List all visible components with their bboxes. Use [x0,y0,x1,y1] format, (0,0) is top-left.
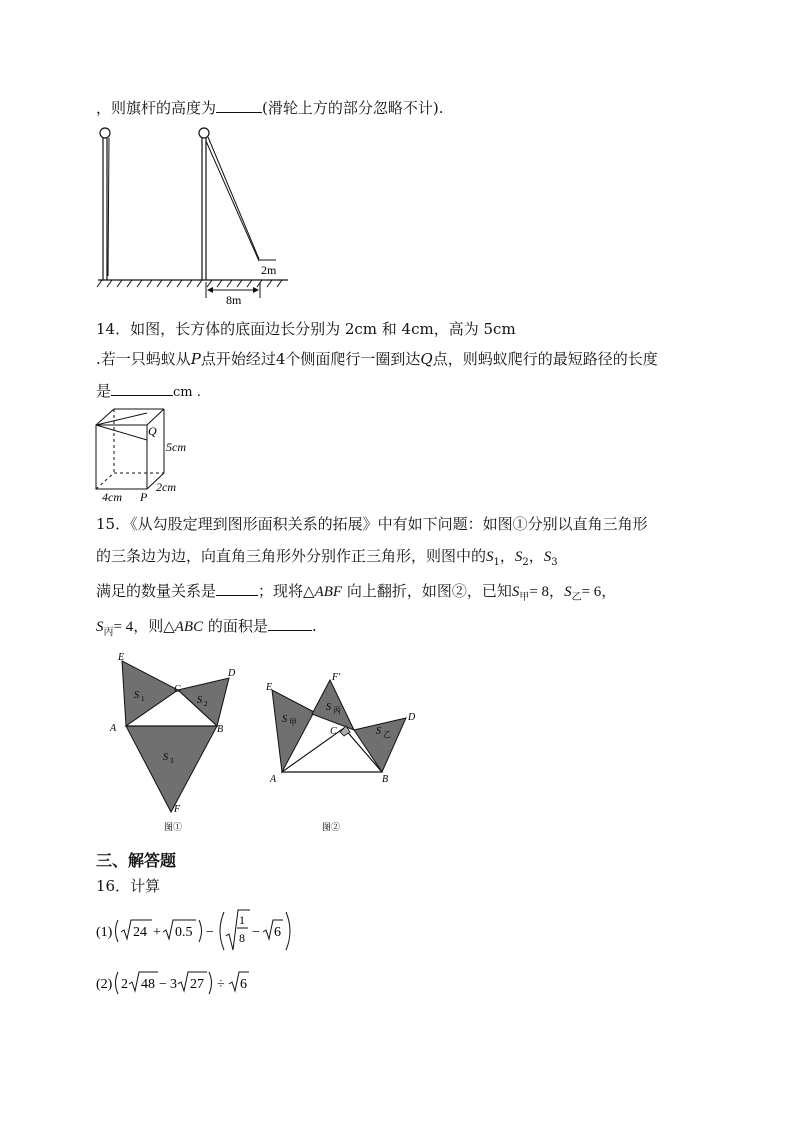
q16-p2-c3: 3 [170,977,177,992]
f1-caption: 图① [164,822,183,832]
q15-answer-blank-1[interactable] [216,581,258,596]
q15-abc: ABC [174,619,204,635]
q15-s-jia-sub: 甲 [519,592,530,603]
q16-part2 [96,966,266,1004]
q15-s-bing: S [96,619,104,635]
figure-15-1 [104,648,254,838]
q15-s-yi-sub: 乙 [571,592,582,603]
f2-label-f: F' [332,672,341,683]
q14-line2-part-c: 点，则蚂蚁爬行的最短路径的长度 [432,350,658,368]
q15-line3-mid2: 向上翻折，如图②，已知 [342,582,512,600]
rope-end-label: 2m [261,263,277,277]
distance-label: 8m [226,293,242,307]
q16-p2-c2: 2 [121,977,128,992]
q14-line2 [96,348,658,370]
cuboid-width-label: 4cm [102,490,122,504]
q14-point-q: Q [420,350,433,368]
q15-s-jia: S [511,584,520,600]
q16-title: 16．计算 [96,877,161,895]
q16-p1-label: (1) [96,925,113,940]
q13-line [96,97,444,119]
q16-p1-r24: 24 [133,925,147,940]
q14-point-p: P [190,350,201,368]
plus-sign: + [153,925,161,940]
q15-line4-suffix: 的面积是 [203,617,268,635]
q15-s-yi: S [564,584,572,600]
q15-line3-mid: ；现将△ [258,582,315,600]
q15-abf: ABF [314,584,343,600]
q14-line1: 14．如图，长方体的底面边长分别为 2cm 和 4cm，高为 5cm [96,320,516,338]
q15-eq6: = 6， [581,584,617,600]
q16-p2-r6: 6 [240,977,247,992]
q15-s-bing-sub: 丙 [103,627,114,638]
f2-label-a: A [270,774,277,785]
q14-line2-part-a: .若一只蚂蚁从 [96,350,191,368]
f1-s2-sub: 2 [204,700,208,708]
cuboid-depth-label: 2cm [156,480,176,494]
f1-s2: S [197,695,202,706]
q15-line4-mid: = 4，则△ [113,619,175,635]
f2-s-yi: S [376,726,381,737]
q16-p1-r6: 6 [274,925,281,940]
f1-label-d: D [228,668,236,679]
q14-unit: cm . [173,385,201,400]
f2-label-c: C [330,726,337,737]
q15-line3 [96,580,616,609]
q16-p2-r48: 48 [141,977,155,992]
fig15-1-diagram [104,648,254,834]
minus-sign: − [252,925,260,940]
f2-caption: 图② [322,822,341,832]
q15-line2-text: 的三条边为边，向直角三角形外分别作正三角形，则图中的 [96,547,487,565]
q15-s2: S [514,549,523,565]
figure-15-2 [262,668,422,838]
cuboid-label-q: Q [148,424,157,438]
cuboid-label-p: P [140,490,148,504]
f1-s3-sub: 3 [170,757,174,765]
f2-label-d: D [408,712,416,723]
q14-line3-prefix: 是 [96,382,112,400]
f2-label-b: B [382,774,389,785]
f2-s-yi-sub: 乙 [383,730,391,739]
q16-p2-r27: 27 [190,977,204,992]
q13-prefix: ，则旗杆的高度为 [96,99,217,117]
cuboid-height-label: 5cm [166,440,186,454]
q15-line4: $S_丙= 4$，则△ABC 的面积是 . [96,617,317,638]
q16-part2-formula [96,966,266,1000]
f2-s-jia-sub: 甲 [289,718,297,727]
f1-label-c: C [174,684,181,695]
q13-suffix: (滑轮上方的部分忽略不计). [262,99,444,117]
f2-label-e: E [266,682,273,693]
q16-p1-r05: 0.5 [175,925,193,940]
f1-s3: S [163,752,168,763]
f1-label-f: F [174,804,181,815]
q14-line3 [96,380,201,404]
f2-s-bing: S [326,702,331,713]
q15-line1: 15．《从勾股定理到图形面积关系的拓展》中有如下问题：如图①分别以直角三角形 [96,515,648,533]
f1-label-e: E [118,652,125,663]
q16-part1-formula [96,906,296,956]
cuboid-figure [94,405,204,509]
f2-s-bing-sub: 丙 [333,706,341,715]
q15-s1: S [486,549,494,565]
fig15-2-diagram [262,668,422,834]
q16-p1-frac-den: 8 [239,931,245,945]
q14-answer-blank[interactable] [111,381,173,396]
q15-answer-blank-2[interactable] [268,616,312,631]
q16-part1 [96,906,296,960]
section-3-title: 三、解答题 [96,851,177,870]
q14-line2-part-b: 点开始经过4个侧面爬行一圈到达 [200,350,421,368]
q16-p2-label: (2) [96,977,113,992]
q15-s3: S [543,549,552,565]
minus-sign: − [206,925,214,940]
minus-sign: − [159,977,167,992]
flagpole-diagram [96,124,296,310]
f2-s-jia: S [282,714,287,725]
q15-line2: 的三条边为边，向直角三角形外分别作正三角形，则图中的$S_1$，$S_2$，$S_3$ [96,547,558,568]
f1-s1-sub: 1 [141,695,145,703]
cuboid-diagram [94,405,204,505]
q15-eq8: = 8， [529,584,565,600]
q16-p1-frac-num: 1 [239,913,245,927]
f1-s1: S [134,690,139,701]
q15-line3-prefix: 满足的数量关系是 [96,582,217,600]
divide-sign: ÷ [217,977,225,992]
f1-label-b: B [217,724,224,735]
q13-answer-blank[interactable] [216,98,262,113]
f1-label-a: A [110,723,117,734]
flagpole-figure [96,124,296,314]
